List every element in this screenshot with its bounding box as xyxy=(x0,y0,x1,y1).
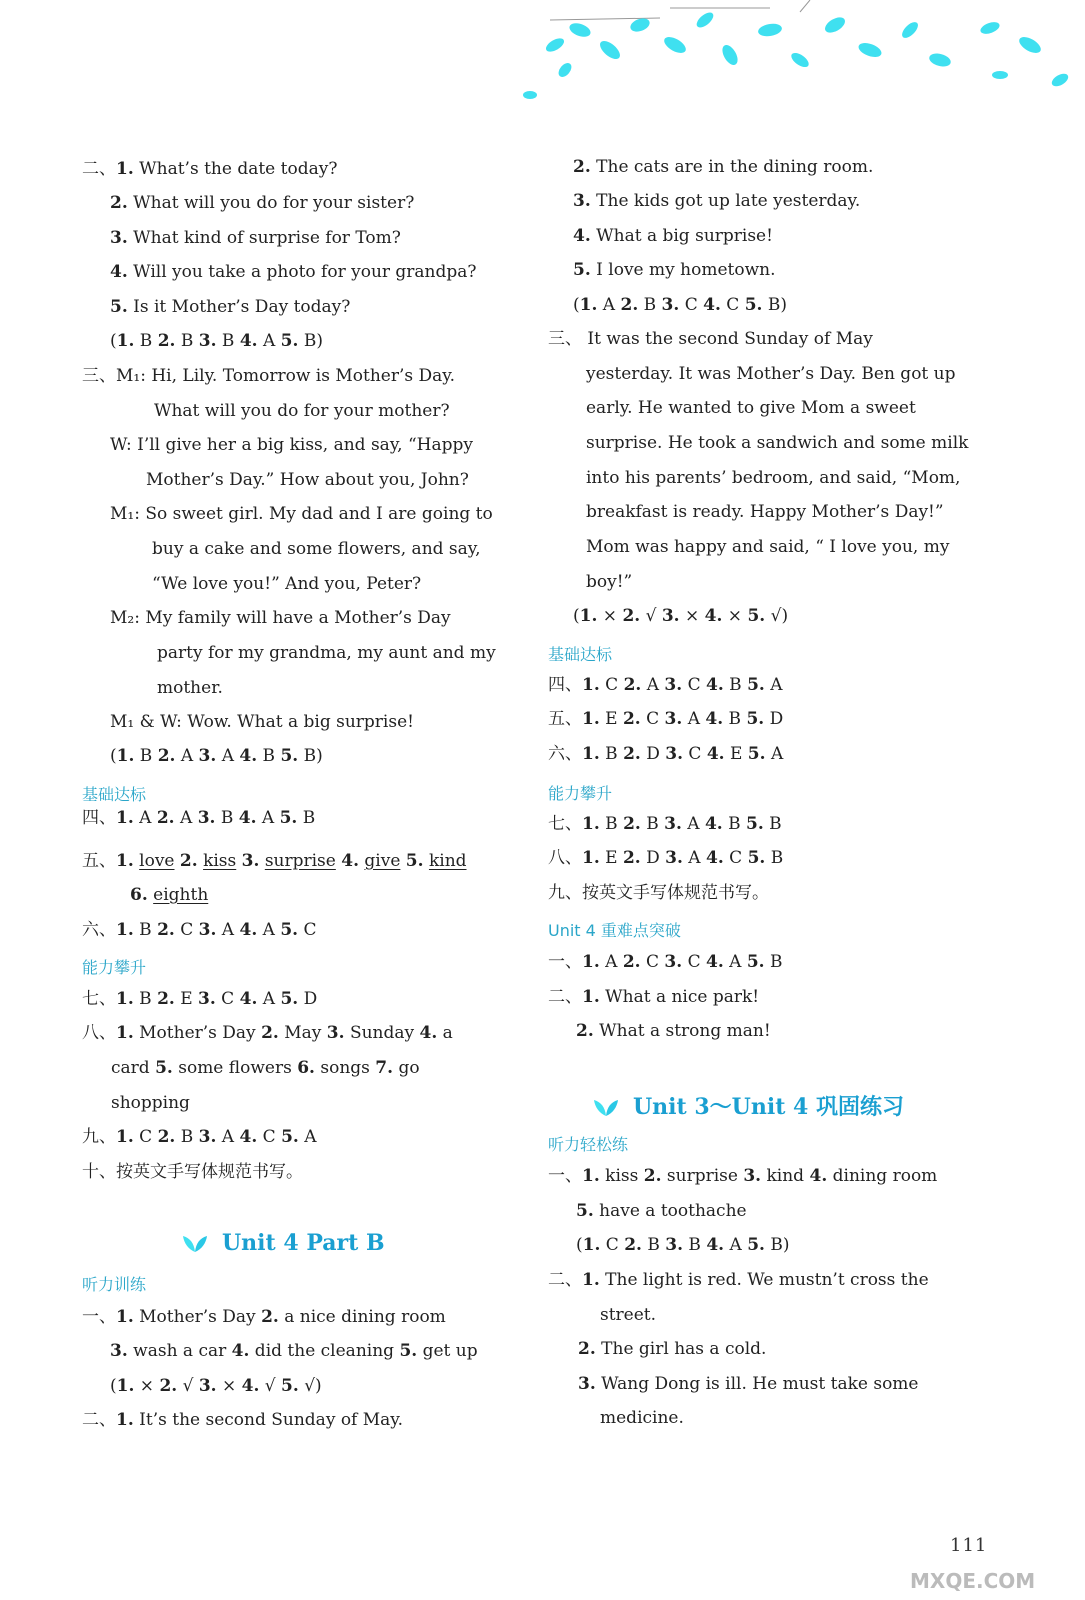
right-line-7: yesterday. It was Mother’s Day. Ben got up xyxy=(586,364,956,384)
right-line-6: 三、 It was the second Sunday of May xyxy=(548,329,873,349)
right-line-20: 九、按英文手写体规范书写。 xyxy=(548,883,769,903)
right-line-14: (1. × 2. √ 3. × 4. × 5. √) xyxy=(573,606,789,626)
right-line-4: 5. I love my hometown. xyxy=(573,260,776,280)
left-unit-heading-text: Unit 4 Part B xyxy=(222,1230,385,1256)
left-line-29: 一、1. Mother’s Day 2. a nice dining room xyxy=(82,1307,446,1327)
right-line-11: breakfast is ready. Happy Mother’s Day!” xyxy=(586,502,944,522)
right-line-5: (1. A 2. B 3. C 4. C 5. B) xyxy=(573,295,787,315)
right-section-heading-1: 基础达标 xyxy=(548,645,613,664)
page-number: 111 xyxy=(950,1535,988,1556)
right-line-1: 2. The cats are in the dining room. xyxy=(573,157,874,177)
left-line-13: “We love you!” And you, Peter? xyxy=(152,574,422,594)
watermark-logo xyxy=(900,1528,1075,1596)
right-line-18: 七、1. B 2. B 3. A 4. B 5. B xyxy=(548,814,782,834)
right-line-28: street. xyxy=(600,1305,657,1325)
right-section-heading-3: Unit 4 重难点突破 xyxy=(548,921,681,940)
leaf-icon xyxy=(593,1099,619,1117)
left-line-8: What will you do for your mother? xyxy=(154,401,450,421)
left-line-26: shopping xyxy=(111,1093,190,1113)
right-line-17: 六、1. B 2. D 3. C 4. E 5. A xyxy=(548,744,784,764)
left-unit-heading xyxy=(182,1230,385,1256)
right-line-29: 2. The girl has a cold. xyxy=(578,1339,767,1359)
left-line-11: M₁: So sweet girl. My dad and I are going to xyxy=(110,504,493,524)
right-line-2: 3. The kids got up late yesterday. xyxy=(573,191,861,211)
watermark-text: MXQE.COM xyxy=(910,1569,1036,1593)
left-line-23: 七、1. B 2. E 3. C 4. A 5. D xyxy=(82,989,318,1009)
right-line-10: into his parents’ bedroom, and said, “Mom, xyxy=(586,468,961,488)
left-section-heading-1: 基础达标 xyxy=(82,785,147,804)
leaf-decoration xyxy=(470,0,1080,110)
left-section-heading-2: 能力攀升 xyxy=(82,958,147,977)
left-line-32: 二、1. It’s the second Sunday of May. xyxy=(82,1410,404,1430)
left-line-14: M₂: My family will have a Mother’s Day xyxy=(110,608,451,628)
right-line-25: 5. have a toothache xyxy=(576,1201,747,1221)
left-line-31: (1. × 2. √ 3. × 4. √ 5. √) xyxy=(110,1376,322,1396)
right-section-heading-4: 听力轻松练 xyxy=(548,1135,629,1154)
left-line-7: 三、M₁: Hi, Lily. Tomorrow is Mother’s Day. xyxy=(82,366,456,386)
right-section-heading-2: 能力攀升 xyxy=(548,784,613,803)
left-line-15: party for my grandma, my aunt and my xyxy=(157,643,496,663)
left-line-27: 九、1. C 2. B 3. A 4. C 5. A xyxy=(82,1127,317,1147)
right-line-8: early. He wanted to give Mom a sweet xyxy=(586,398,916,418)
left-line-18: (1. B 2. A 3. A 4. B 5. B) xyxy=(110,746,323,766)
left-line-19: 四、1. A 2. A 3. B 4. A 5. B xyxy=(82,808,316,828)
right-unit-heading-text: Unit 3～Unit 4 巩固练习 xyxy=(633,1094,904,1120)
right-line-13: boy!” xyxy=(586,572,633,592)
right-line-19: 八、1. E 2. D 3. A 4. C 5. B xyxy=(548,848,784,868)
right-line-27: 二、1. The light is red. We mustn’t cross the xyxy=(548,1270,929,1290)
right-line-16: 五、1. E 2. C 3. A 4. B 5. D xyxy=(548,709,784,729)
left-line-5: 5. Is it Mother’s Day today? xyxy=(110,297,351,317)
right-line-15: 四、1. C 2. A 3. C 4. B 5. A xyxy=(548,675,783,695)
left-line-22: 六、1. B 2. C 3. A 4. A 5. C xyxy=(82,920,317,940)
right-line-3: 4. What a big surprise! xyxy=(573,226,773,246)
right-line-21: 一、1. A 2. C 3. C 4. A 5. B xyxy=(548,952,783,972)
right-line-12: Mom was happy and said, “ I love you, my xyxy=(586,537,950,557)
left-line-28: 十、按英文手写体规范书写。 xyxy=(82,1162,303,1182)
right-line-26: (1. C 2. B 3. B 4. A 5. B) xyxy=(576,1235,790,1255)
left-line-20: 五、1. love 2. kiss 3. surprise 4. give 5. kind xyxy=(82,851,467,871)
right-line-30: 3. Wang Dong is ill. He must take some xyxy=(578,1374,919,1394)
right-line-31: medicine. xyxy=(600,1408,684,1428)
leaf-icon xyxy=(182,1235,208,1253)
left-line-9: W: I’ll give her a big kiss, and say, “Happy xyxy=(110,435,473,455)
right-line-24: 一、1. kiss 2. surprise 3. kind 4. dining room xyxy=(548,1166,938,1186)
left-line-17: M₁ & W: Wow. What a big surprise! xyxy=(110,712,414,732)
left-line-25: card 5. some flowers 6. songs 7. go xyxy=(111,1058,420,1078)
left-line-6: (1. B 2. B 3. B 4. A 5. B) xyxy=(110,331,323,351)
left-line-3: 3. What kind of surprise for Tom? xyxy=(110,228,401,248)
left-line-10: Mother’s Day.” How about you, John? xyxy=(146,470,469,490)
left-line-24: 八、1. Mother’s Day 2. May 3. Sunday 4. a xyxy=(82,1023,453,1043)
right-line-9: surprise. He took a sandwich and some milk xyxy=(586,433,969,453)
left-line-1: 二、1. What’s the date today? xyxy=(82,159,338,179)
left-line-12: buy a cake and some flowers, and say, xyxy=(152,539,481,559)
left-line-4: 4. Will you take a photo for your grandpa? xyxy=(110,262,477,282)
left-line-30: 3. wash a car 4. did the cleaning 5. get up xyxy=(110,1341,478,1361)
left-line-16: mother. xyxy=(157,678,223,698)
left-line-21: 6. eighth xyxy=(130,885,209,905)
right-line-22: 二、1. What a nice park! xyxy=(548,987,760,1007)
right-line-23: 2. What a strong man! xyxy=(576,1021,771,1041)
left-section-heading-3: 听力训练 xyxy=(82,1275,147,1294)
right-unit-heading xyxy=(593,1090,904,1121)
left-line-2: 2. What will you do for your sister? xyxy=(110,193,415,213)
